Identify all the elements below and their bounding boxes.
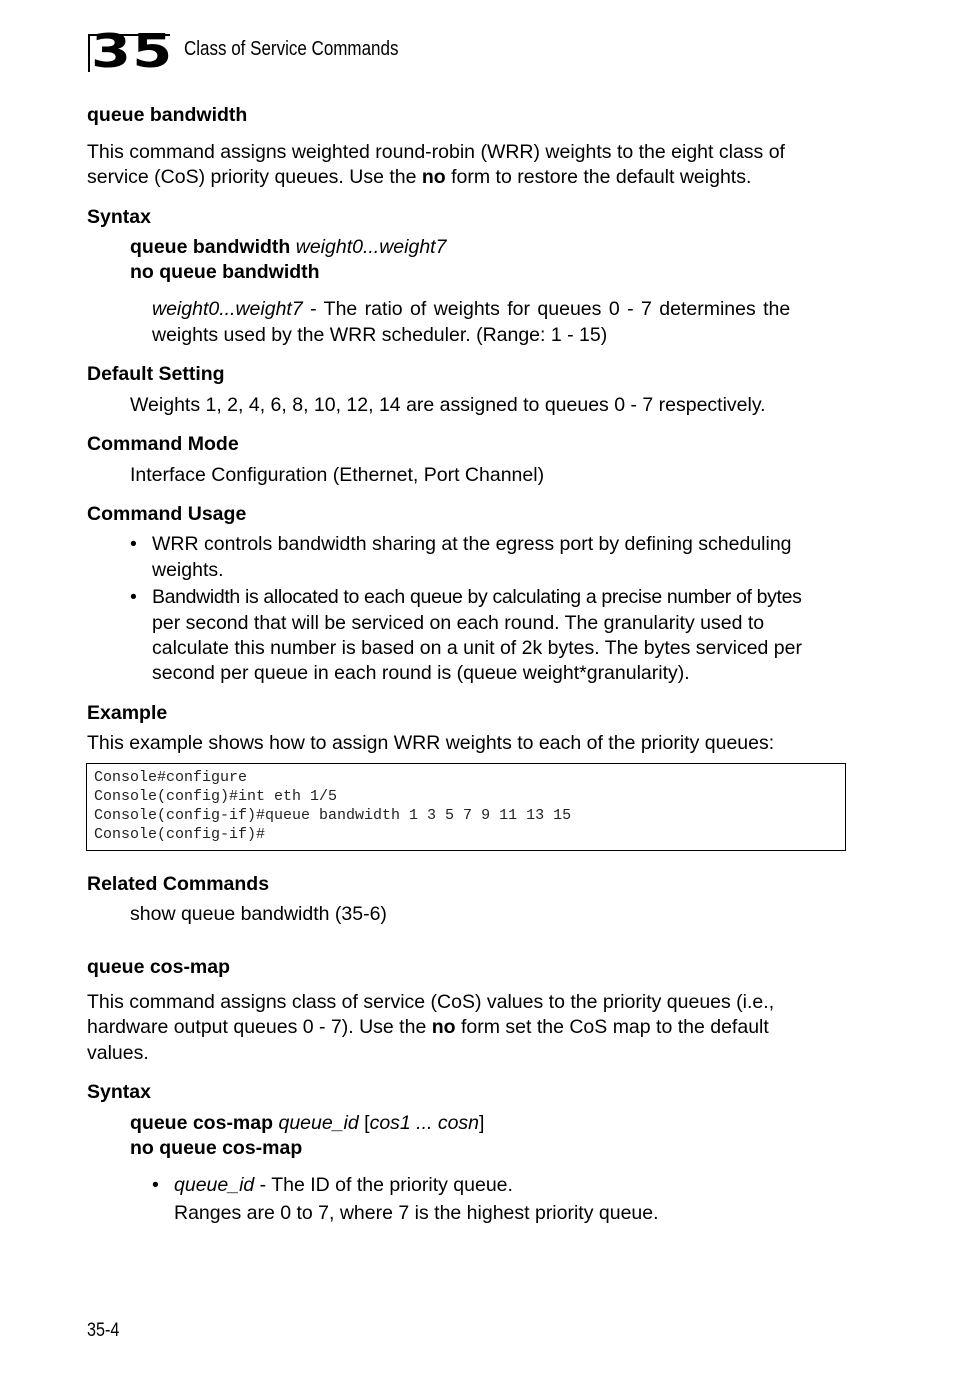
intro-line-3: values. <box>87 1042 149 1064</box>
usage-1-line-2: weights. <box>152 559 224 581</box>
text: form set the CoS map to the default <box>455 1016 769 1038</box>
bullet: • <box>130 586 137 608</box>
example-text: This example shows how to assign WRR weights to each of the priority queues: <box>87 732 775 754</box>
param-desc-1 <box>152 298 790 321</box>
argument: cos1 ... cosn <box>369 1112 480 1134</box>
command: queue cos-map <box>130 1112 274 1134</box>
section-title-queue-bandwidth: queue bandwidth <box>87 104 248 126</box>
example-heading: Example <box>87 702 168 724</box>
bracket: [ <box>358 1112 370 1134</box>
bullet: • <box>130 533 137 555</box>
code-line: Console#configure <box>94 769 248 786</box>
mode-text: Interface Configuration (Ethernet, Port Channel) <box>130 464 545 486</box>
syntax-line-1 <box>130 1112 484 1135</box>
param-desc-2: weights used by the WRR scheduler. (Range: 1 - 15) <box>152 324 608 346</box>
param-desc-2: Ranges are 0 to 7, where 7 is the highest priority queue. <box>174 1202 659 1224</box>
page-number: 35-4 <box>87 1320 120 1341</box>
syntax-heading: Syntax <box>87 206 151 228</box>
usage-2-line-4: second per queue in each round is (queue weight*granularity). <box>152 662 690 684</box>
code-line: Console(config-if)# <box>94 826 266 843</box>
param-name: weight0...weight7 <box>152 298 303 320</box>
text: - The ID of the priority queue. <box>254 1174 513 1196</box>
syntax-heading: Syntax <box>87 1081 151 1103</box>
code-line: Console(config)#int eth 1/5 <box>94 788 338 805</box>
argument: weight0...weight7 <box>295 236 447 258</box>
text: form to restore the default weights. <box>445 166 752 188</box>
syntax-line-1 <box>130 236 446 259</box>
default-heading: Default Setting <box>87 363 225 385</box>
text: service (CoS) priority queues. Use the <box>87 166 422 188</box>
default-text: Weights 1, 2, 4, 6, 8, 10, 12, 14 are assigned to queues 0 - 7 respectively. <box>130 394 766 416</box>
syntax-line-2: no queue bandwidth <box>130 261 320 283</box>
usage-heading: Command Usage <box>87 503 247 525</box>
keyword-no: no <box>431 1016 456 1038</box>
usage-2-line-1: Bandwidth is allocated to each queue by calculating a precise number of bytes <box>152 586 802 608</box>
command: queue bandwidth <box>130 236 291 258</box>
usage-1-line-1: WRR controls bandwidth sharing at the egress port by defining scheduling <box>152 533 792 555</box>
syntax-line-2: no queue cos-map <box>130 1137 303 1159</box>
code-example <box>86 763 846 851</box>
running-header: Class of Service Commands <box>184 38 399 60</box>
intro-line-1: This command assigns class of service (CoS) values to the priority queues (i.e., <box>87 991 775 1013</box>
chapter-number: 35 <box>91 24 174 78</box>
keyword-no: no <box>421 166 446 188</box>
usage-2-line-2: per second that will be serviced on each round. The granularity used to <box>152 612 765 634</box>
section-title-queue-cos-map: queue cos-map <box>87 956 231 978</box>
intro-line-2 <box>87 166 751 189</box>
text: hardware output queues 0 - 7). Use the <box>87 1016 432 1038</box>
mode-heading: Command Mode <box>87 433 239 455</box>
bracket: ] <box>479 1112 485 1134</box>
argument: queue_id <box>278 1112 359 1134</box>
related-heading: Related Commands <box>87 873 270 895</box>
intro-line-2 <box>87 1016 769 1039</box>
param-name: queue_id <box>174 1174 255 1196</box>
bullet: • <box>152 1174 159 1196</box>
text: - The ratio of weights for queues 0 - 7 determines the <box>302 298 791 320</box>
usage-2-line-3: calculate this number is based on a unit of 2k bytes. The bytes serviced per <box>152 637 802 659</box>
param-desc-1 <box>174 1174 513 1197</box>
related-command: show queue bandwidth (35-6) <box>130 903 387 925</box>
intro-line-1: This command assigns weighted round-robin (WRR) weights to the eight class of <box>87 141 785 163</box>
code-line: Console(config-if)#queue bandwidth 1 3 5 7 9 11 13 15 <box>94 807 572 824</box>
